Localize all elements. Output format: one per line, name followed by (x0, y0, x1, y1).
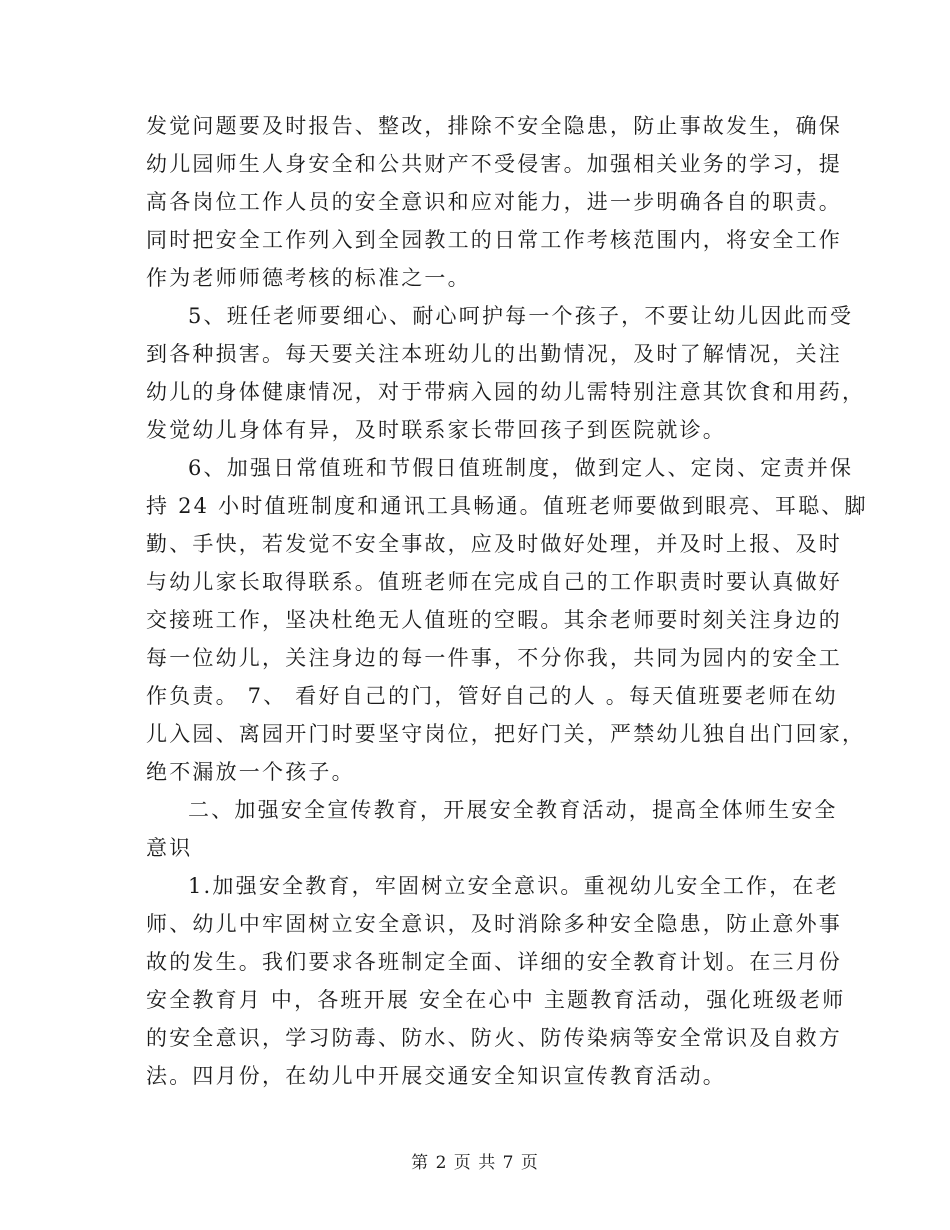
text-line: 安全教育月 中，各班开展 安全在心中 主题教育活动，强化班级老师 (146, 988, 846, 1012)
text-line: 幼儿园师生人身安全和公共财产不受侵害。加强相关业务的学习，提 (146, 152, 842, 176)
text-line: 故的发生。我们要求各班制定全面、详细的安全教育计划。在三月份 (146, 950, 842, 974)
text-line: 师、幼儿中牢固树立安全意识，及时消除多种安全隐患，防止意外事 (146, 912, 842, 936)
text-line: 作负责。 7、 看好自己的门，管好自己的人 。每天值班要老师在幼 (146, 684, 838, 708)
text-line: 每一位幼儿，关注身边的每一件事，不分你我，共同为园内的安全工 (146, 646, 842, 670)
text-line: 幼儿的身体健康情况，对于带病入园的幼儿需特别注意其饮食和用药， (146, 380, 866, 404)
text-line: 6、加强日常值班和节假日值班制度，做到定人、定岗、定责并保 (188, 456, 854, 480)
text-line: 的安全意识，学习防毒、防水、防火、防传染病等安全常识及自救方 (146, 1026, 842, 1050)
section-heading-line: 二、加强安全宣传教育，开展安全教育活动，提高全体师生安全 (188, 798, 838, 822)
text-line: 发觉问题要及时报告、整改，排除不安全隐患，防止事故发生，确保 (146, 114, 842, 138)
text-line: 1.加强安全教育，牢固树立安全意识。重视幼儿安全工作，在老 (188, 874, 839, 898)
text-line: 同时把安全工作列入到全园教工的日常工作考核范围内，将安全工作 (146, 228, 842, 252)
text-line: 作为老师师德考核的标准之一。 (146, 266, 471, 290)
text-line: 与幼儿家长取得联系。值班老师在完成自己的工作职责时要认真做好 (146, 570, 842, 594)
text-line: 高各岗位工作人员的安全意识和应对能力，进一步明确各自的职责。 (146, 190, 842, 214)
text-line: 勤、手快，若发觉不安全事故，应及时做好处理，并及时上报、及时 (146, 532, 842, 556)
text-line: 发觉幼儿身体有异，及时联系家长带回孩子到医院就诊。 (146, 418, 726, 442)
text-line: 法。四月份，在幼儿中开展交通安全知识宣传教育活动。 (146, 1064, 726, 1088)
text-line: 绝不漏放一个孩子。 (146, 760, 355, 784)
section-heading-line: 意识 (146, 836, 193, 860)
text-line: 持 24 小时值班制度和通讯工具畅通。值班老师要做到眼亮、耳聪、脚 (146, 494, 868, 518)
text-line: 到各种损害。每天要关注本班幼儿的出勤情况，及时了解情况，关注 (146, 342, 842, 366)
text-line: 交接班工作，坚决杜绝无人值班的空暇。其余老师要时刻关注身边的 (146, 608, 842, 632)
page-number-footer: 第 2 页 共 7 页 (411, 1153, 539, 1173)
text-line: 儿入园、离园开门时要坚守岗位，把好门关，严禁幼儿独自出门回家， (146, 722, 866, 746)
text-line: 5、班任老师要细心、耐心呵护每一个孩子，不要让幼儿因此而受 (188, 304, 854, 328)
